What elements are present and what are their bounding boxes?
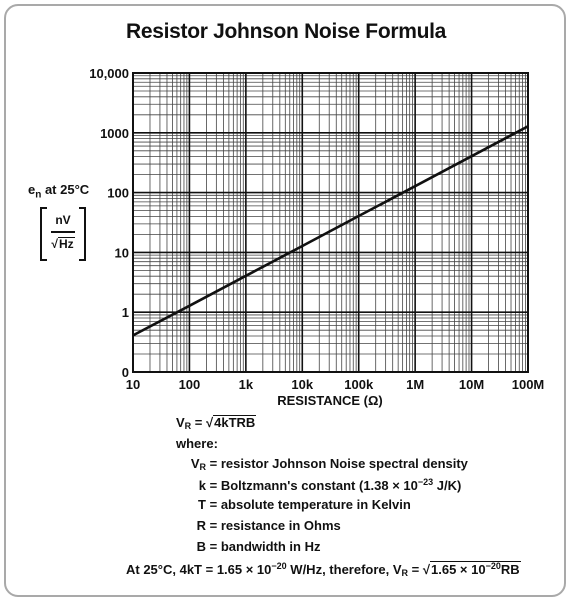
x-tick-label: 100M: [511, 377, 545, 392]
minor-gridlines: [133, 73, 528, 372]
x-tick-label: 10: [125, 377, 141, 392]
x-tick-label: 1M: [406, 377, 425, 392]
x-tick-labels: [126, 377, 545, 392]
final-formula: At 25°C, $4kT = 1.65 \times 10^{-20}$ W/Hz, therefore, $V_R = √1.65 \times 10^{-20}RB$: [126, 561, 520, 578]
definition-t: T = absolute temperature in Kelvin: [198, 497, 411, 512]
y-axis-unit: [40, 207, 86, 259]
y-tick-labels: [89, 66, 129, 380]
definition-b: B = bandwidth in Hz: [196, 539, 321, 554]
fraction-bar: [51, 231, 75, 233]
y-tick-label: 10: [114, 245, 129, 261]
y-axis-label: $e_n$ at 25°C: [28, 182, 90, 201]
definition-r: R = resistance in Ohms: [196, 518, 341, 533]
y-tick-label: 1000: [100, 125, 129, 141]
y-tick-label: 0: [121, 365, 129, 380]
x-tick-label: 10k: [291, 377, 314, 392]
x-tick-label: 1k: [238, 377, 254, 392]
x-tick-label: 100: [178, 377, 201, 392]
unit-denominator: √Hz: [51, 237, 74, 251]
main-formula: $V_R$ = √4kTRB: [176, 415, 256, 431]
chart-title: Resistor Johnson Noise Formula: [125, 20, 447, 43]
x-tick-label: 100k: [344, 377, 374, 392]
unit-numerator: nV: [55, 213, 71, 227]
definition-k: k = Boltzmann's constant ($1.38 \times 10^{-23}$ J/K): [198, 477, 462, 493]
x-tick-label: 10M: [458, 377, 485, 392]
x-axis-label: RESISTANCE (Ω): [277, 393, 383, 408]
where-label: where:: [176, 436, 218, 451]
y-tick-label: 100: [107, 185, 129, 201]
definition-vr: $V_R$ = resistor Johnson Noise spectral density: [190, 456, 468, 472]
y-tick-label: 10,000: [89, 66, 129, 81]
y-tick-label: 1: [121, 305, 129, 321]
